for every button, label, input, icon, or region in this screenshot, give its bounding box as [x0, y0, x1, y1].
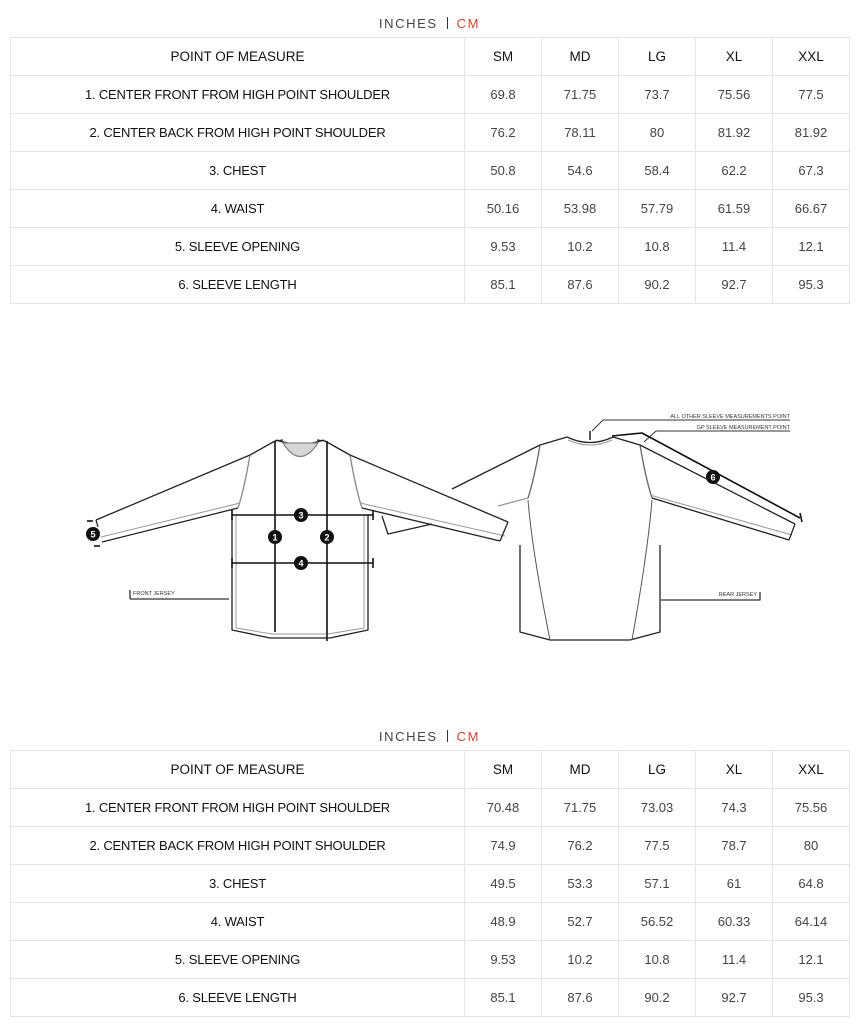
measure-value-xl: 61 — [696, 865, 773, 903]
jersey-measurement-diagram — [0, 400, 859, 650]
measure-value-sm: 69.8 — [465, 76, 542, 114]
measure-value-lg: 73.03 — [619, 789, 696, 827]
measure-value-sm: 70.48 — [465, 789, 542, 827]
table-header-row — [11, 751, 850, 789]
table-row — [11, 903, 850, 941]
header-size-xl: XL — [696, 751, 773, 789]
header-size-sm: SM — [465, 38, 542, 76]
toggle-divider — [447, 730, 448, 742]
unit-toggle-top — [0, 16, 859, 31]
measure-value-xl: 61.59 — [696, 190, 773, 228]
header-size-lg: LG — [619, 751, 696, 789]
measure-label: 6. SLEEVE LENGTH — [11, 979, 465, 1017]
measure-value-md: 54.6 — [542, 152, 619, 190]
inches-toggle[interactable]: INCHES — [378, 729, 438, 744]
measure-value-xl: 11.4 — [696, 941, 773, 979]
measure-value-xxl: 80 — [773, 827, 850, 865]
table-row — [11, 979, 850, 1017]
measure-value-xl: 60.33 — [696, 903, 773, 941]
table-header-row — [11, 38, 850, 76]
measure-value-lg: 80 — [619, 114, 696, 152]
measure-value-sm: 76.2 — [465, 114, 542, 152]
all-other-sleeve-label: ALL OTHER SLEEVE MEASUREMENTS POINT — [670, 414, 790, 420]
size-chart-table-2 — [10, 750, 850, 1017]
table-row — [11, 114, 850, 152]
marker-6-label: 6 — [710, 472, 716, 483]
marker-5 — [86, 527, 100, 541]
measure-value-xl: 62.2 — [696, 152, 773, 190]
measure-value-sm: 9.53 — [465, 941, 542, 979]
marker-1 — [268, 530, 282, 544]
measure-value-xxl: 64.14 — [773, 903, 850, 941]
marker-6 — [706, 470, 720, 484]
measure-value-xl: 81.92 — [696, 114, 773, 152]
toggle-divider — [447, 17, 448, 29]
measure-value-sm: 48.9 — [465, 903, 542, 941]
measure-value-xxl: 77.5 — [773, 76, 850, 114]
header-point-of-measure: POINT OF MEASURE — [11, 38, 465, 76]
measure-value-xl: 11.4 — [696, 228, 773, 266]
measure-value-md: 53.3 — [542, 865, 619, 903]
measure-value-sm: 50.16 — [465, 190, 542, 228]
header-size-xxl: XXL — [773, 751, 850, 789]
gp-sleeve-label: GP SLEEVE MEASUREMENT POINT — [696, 425, 790, 431]
measure-value-xxl: 12.1 — [773, 941, 850, 979]
measure-label: 3. CHEST — [11, 152, 465, 190]
measure-value-sm: 50.8 — [465, 152, 542, 190]
measure-value-xxl: 75.56 — [773, 789, 850, 827]
measure-value-lg: 57.79 — [619, 190, 696, 228]
header-point-of-measure: POINT OF MEASURE — [11, 751, 465, 789]
measure-value-md: 52.7 — [542, 903, 619, 941]
measure-value-xxl: 81.92 — [773, 114, 850, 152]
marker-2 — [320, 530, 334, 544]
measure-value-xl: 92.7 — [696, 979, 773, 1017]
measure-value-xl: 92.7 — [696, 266, 773, 304]
measure-value-sm: 85.1 — [465, 979, 542, 1017]
measure-label: 2. CENTER BACK FROM HIGH POINT SHOULDER — [11, 114, 465, 152]
measure-value-md: 78.11 — [542, 114, 619, 152]
table-row — [11, 190, 850, 228]
measure-value-sm: 49.5 — [465, 865, 542, 903]
marker-3-label: 3 — [298, 510, 304, 521]
measure-value-lg: 90.2 — [619, 979, 696, 1017]
measure-value-xxl: 95.3 — [773, 266, 850, 304]
measure-label: 1. CENTER FRONT FROM HIGH POINT SHOULDER — [11, 789, 465, 827]
header-size-xl: XL — [696, 38, 773, 76]
rear-jersey-label: REAR JERSEY — [718, 592, 757, 598]
measure-label: 1. CENTER FRONT FROM HIGH POINT SHOULDER — [11, 76, 465, 114]
measure-value-xxl: 95.3 — [773, 979, 850, 1017]
table-row — [11, 76, 850, 114]
measure-value-xxl: 66.67 — [773, 190, 850, 228]
measure-value-lg: 10.8 — [619, 941, 696, 979]
measure-value-md: 10.2 — [542, 941, 619, 979]
table-row — [11, 266, 850, 304]
size-chart-table-1 — [10, 37, 850, 304]
measure-label: 3. CHEST — [11, 865, 465, 903]
header-size-xxl: XXL — [773, 38, 850, 76]
measure-value-sm: 9.53 — [465, 228, 542, 266]
measure-value-md: 10.2 — [542, 228, 619, 266]
measure-label: 2. CENTER BACK FROM HIGH POINT SHOULDER — [11, 827, 465, 865]
front-jersey-label: FRONT JERSEY — [133, 591, 175, 597]
measure-label: 5. SLEEVE OPENING — [11, 228, 465, 266]
measure-value-xxl: 12.1 — [773, 228, 850, 266]
marker-4 — [294, 556, 308, 570]
measure-value-xl: 78.7 — [696, 827, 773, 865]
measure-value-xxl: 67.3 — [773, 152, 850, 190]
measure-value-lg: 73.7 — [619, 76, 696, 114]
unit-toggle-bottom — [0, 729, 859, 744]
measure-value-md: 71.75 — [542, 76, 619, 114]
measure-value-lg: 58.4 — [619, 152, 696, 190]
table-row — [11, 789, 850, 827]
table-row — [11, 941, 850, 979]
measure-label: 4. WAIST — [11, 190, 465, 228]
measure-value-xl: 75.56 — [696, 76, 773, 114]
inches-toggle[interactable]: INCHES — [378, 16, 438, 31]
measure-value-md: 53.98 — [542, 190, 619, 228]
measure-value-lg: 57.1 — [619, 865, 696, 903]
header-size-lg: LG — [619, 38, 696, 76]
measure-value-sm: 74.9 — [465, 827, 542, 865]
marker-3 — [294, 508, 308, 522]
cm-toggle[interactable]: CM — [456, 729, 481, 744]
marker-2-label: 2 — [324, 532, 330, 543]
front-jersey-drawing — [87, 440, 508, 641]
marker-1-label: 1 — [272, 532, 278, 543]
measure-value-sm: 85.1 — [465, 266, 542, 304]
measure-value-lg: 77.5 — [619, 827, 696, 865]
table-row — [11, 152, 850, 190]
measure-label: 6. SLEEVE LENGTH — [11, 266, 465, 304]
measure-value-md: 87.6 — [542, 979, 619, 1017]
measure-value-xl: 74.3 — [696, 789, 773, 827]
measure-value-md: 71.75 — [542, 789, 619, 827]
measure-value-lg: 10.8 — [619, 228, 696, 266]
measure-label: 5. SLEEVE OPENING — [11, 941, 465, 979]
header-size-md: MD — [542, 38, 619, 76]
header-size-sm: SM — [465, 751, 542, 789]
table-row — [11, 827, 850, 865]
marker-4-label: 4 — [298, 558, 304, 569]
table-row — [11, 865, 850, 903]
measure-label: 4. WAIST — [11, 903, 465, 941]
measure-value-xxl: 64.8 — [773, 865, 850, 903]
header-size-md: MD — [542, 751, 619, 789]
measure-value-md: 87.6 — [542, 266, 619, 304]
table-row — [11, 228, 850, 266]
measure-value-md: 76.2 — [542, 827, 619, 865]
measure-value-lg: 90.2 — [619, 266, 696, 304]
measure-value-lg: 56.52 — [619, 903, 696, 941]
marker-5-label: 5 — [90, 529, 96, 540]
cm-toggle[interactable]: CM — [456, 16, 481, 31]
